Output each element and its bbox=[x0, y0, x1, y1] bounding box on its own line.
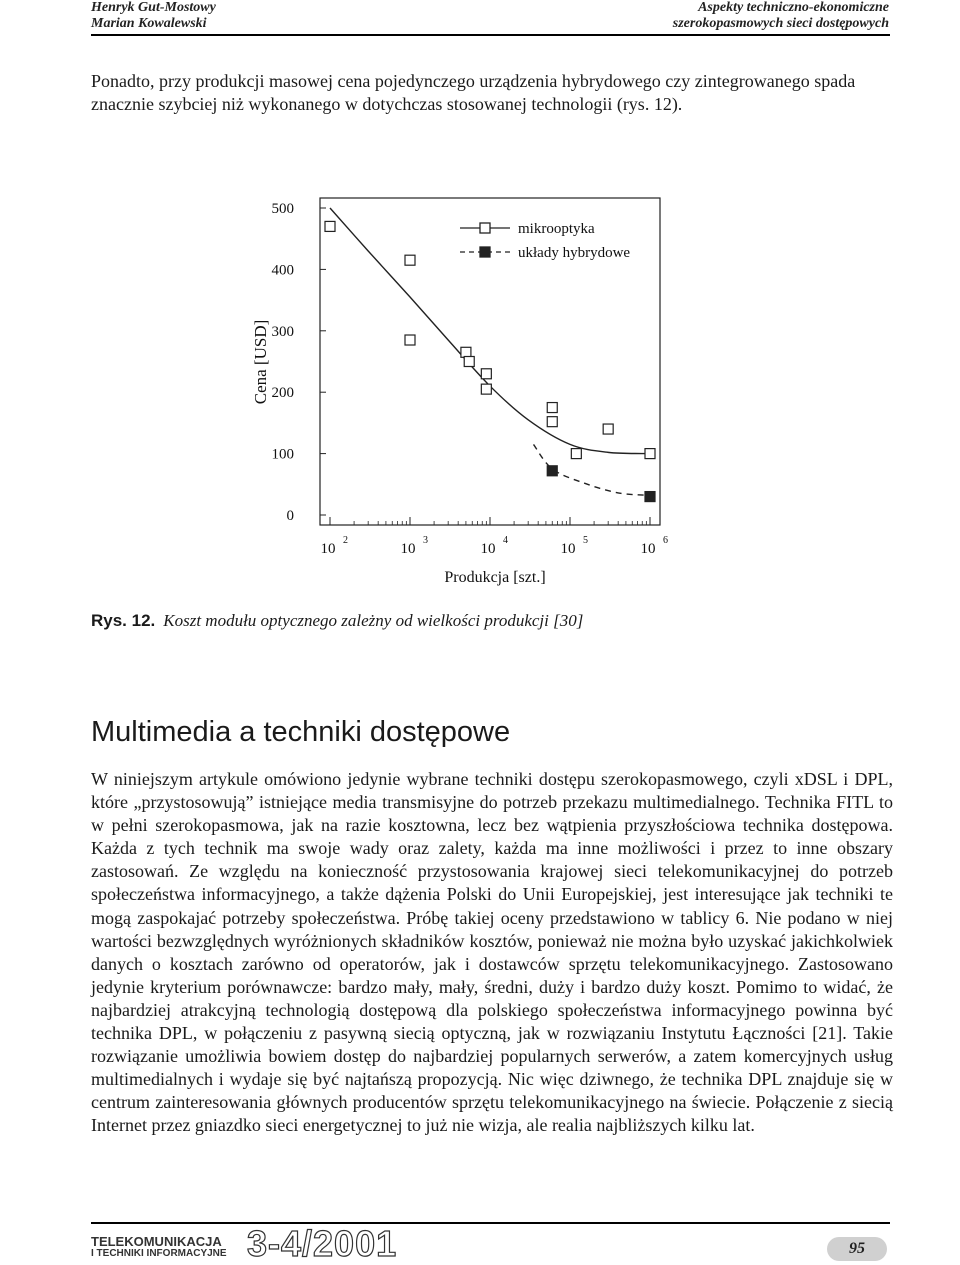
x-tick-label-exponent: 2 bbox=[343, 535, 348, 546]
data-point-mikrooptyka bbox=[464, 357, 474, 367]
legend-label-mikrooptyka: mikrooptyka bbox=[518, 221, 595, 237]
legend-label-hybrydowe: układy hybrydowe bbox=[518, 245, 631, 261]
y-axis-label: Cena [USD] bbox=[251, 319, 270, 405]
running-title-line-2: szerokopasmowych sieci dostępowych bbox=[672, 16, 889, 31]
x-tick-label-base: 10 bbox=[640, 541, 656, 557]
lead-paragraph: Ponadto, przy produkcji masowej cena pojedynczego urządzenia hybrydowego czy zintegrowanego spada znacznie szybciej niż wykonanego w dotychczas stosowanej technologii (rys. 12). bbox=[91, 71, 856, 114]
header-rule bbox=[91, 34, 890, 36]
data-point-hybrydowe bbox=[645, 492, 655, 502]
author-2: Marian Kowalewski bbox=[91, 16, 207, 31]
y-tick-label: 200 bbox=[271, 385, 294, 402]
data-point-mikrooptyka bbox=[461, 347, 471, 357]
data-point-hybrydowe bbox=[547, 466, 557, 476]
x-tick-label-base: 10 bbox=[480, 541, 496, 557]
data-point-mikrooptyka bbox=[325, 221, 335, 231]
journal-brand bbox=[91, 1235, 227, 1260]
body-paragraph: W niniejszym artykule omówiono jedynie wybrane techniki dostępu szerokopasmowego, czyli xDSL i DPL, które „przystosowują” istniejące media transmisyjne do potrzeb przekazu multimedialnego. Technika FITL to w pełni szerokopasmowa, jak na razie kosztowna, lecz bez wątpienia przyszłościowa technika dostępowa. Każda z tych technik ma swoje wady oraz zalety, każda ma inne możliwości i przez to inne obszary zastosowań. Ze względu na konieczność przystosowania krajowej sieci telekomunikacyjnej do potrzeb społeczeństwa informacyjnego, a także dążenia Polski do Unii Europejskiej, jest interesujące jak techniki te mogą zaspokajać potrzeby społeczeństwa. Próbę takiej oceny przedstawiono w tablicy 6. Nie podano w niej wartości bezwzględnych wyróżnionych składników kosztów, ponieważ nie można było uzyskać jakichkolwiek danych o kosztach zarówno od operatorów, jak i dostawców sprzętu telekomunikacyjnego. Zastosowano jedynie kryterium porównawcze: bardzo mały, mały, średni, duży i bardzo duży koszt. Pomimo to widać, że najbardziej atrakcyjną technologią dostępową dla polskiego społeczeństwa informacyjnego powinna być technika DPL, w połączeniu z pasywną siecią optyczną, jak w rozwiązaniu Instytutu Łączności [21]. Takie rozwiązanie umożliwia bowiem dostęp do najbardziej popularnych serwerów, a zatem komercyjnych usług multimedialnych i wydaje się być najtańszą propozycją. Nic więc dziwnego, że technika DPL znajduje się w centrum zainteresowania głównych producentów sprzętu telekomunikacyjnego na świecie. Połączenie z siecią Internet przez gniazdko sieci energetycznej to już nie wizja, ale realia najbliższych kilku lat. bbox=[91, 769, 893, 1136]
section-heading: Multimedia a techniki dostępowe bbox=[91, 716, 511, 748]
figure-caption-label: Rys. 12. bbox=[91, 611, 156, 630]
running-header-title bbox=[673, 0, 889, 32]
y-tick-label: 400 bbox=[271, 262, 294, 279]
data-point-mikrooptyka bbox=[481, 369, 491, 379]
data-point-mikrooptyka bbox=[603, 424, 613, 434]
x-tick-label-exponent: 6 bbox=[663, 535, 668, 546]
figure-caption bbox=[91, 611, 583, 631]
author-1: Henryk Gut-Mostowy bbox=[91, 0, 216, 15]
data-point-mikrooptyka bbox=[547, 417, 557, 427]
y-tick-label: 0 bbox=[286, 508, 294, 524]
y-tick-label: 500 bbox=[271, 201, 294, 217]
journal-brand-line-2: I TECHNIKI INFORMACYJNE bbox=[91, 1248, 227, 1259]
data-point-mikrooptyka bbox=[645, 449, 655, 459]
figure-caption-text: Koszt modułu optycznego zależny od wielkości produkcji [30] bbox=[163, 611, 584, 630]
x-tick-label-base: 10 bbox=[320, 541, 336, 557]
page-number: 95 bbox=[827, 1237, 887, 1261]
x-tick-label-exponent: 5 bbox=[583, 535, 588, 546]
legend-marker-hybrydowe bbox=[480, 247, 490, 257]
footer-rule bbox=[91, 1222, 890, 1224]
running-title-line-1: Aspekty techniczno-ekonomiczne bbox=[698, 0, 889, 15]
running-header-authors bbox=[91, 0, 216, 32]
data-point-mikrooptyka bbox=[547, 403, 557, 413]
price-vs-production-chart bbox=[230, 170, 700, 595]
y-tick-label: 300 bbox=[271, 323, 294, 340]
legend bbox=[460, 221, 630, 261]
journal-issue: 3-4/2001 bbox=[247, 1223, 398, 1264]
data-point-mikrooptyka bbox=[405, 335, 415, 345]
data-point-mikrooptyka bbox=[481, 384, 491, 394]
data-point-mikrooptyka bbox=[405, 255, 415, 265]
x-tick-label-exponent: 3 bbox=[423, 535, 428, 546]
y-tick-label: 100 bbox=[271, 446, 294, 463]
x-axis-label: Produkcja [szt.] bbox=[444, 569, 546, 586]
data-point-mikrooptyka bbox=[571, 449, 581, 459]
x-tick-label-exponent: 4 bbox=[503, 535, 508, 546]
legend-marker-mikrooptyka bbox=[480, 223, 490, 233]
journal-brand-line-1: TELEKOMUNIKACJA bbox=[91, 1234, 222, 1249]
x-tick-label-base: 10 bbox=[400, 541, 416, 557]
x-tick-label-base: 10 bbox=[560, 541, 576, 557]
